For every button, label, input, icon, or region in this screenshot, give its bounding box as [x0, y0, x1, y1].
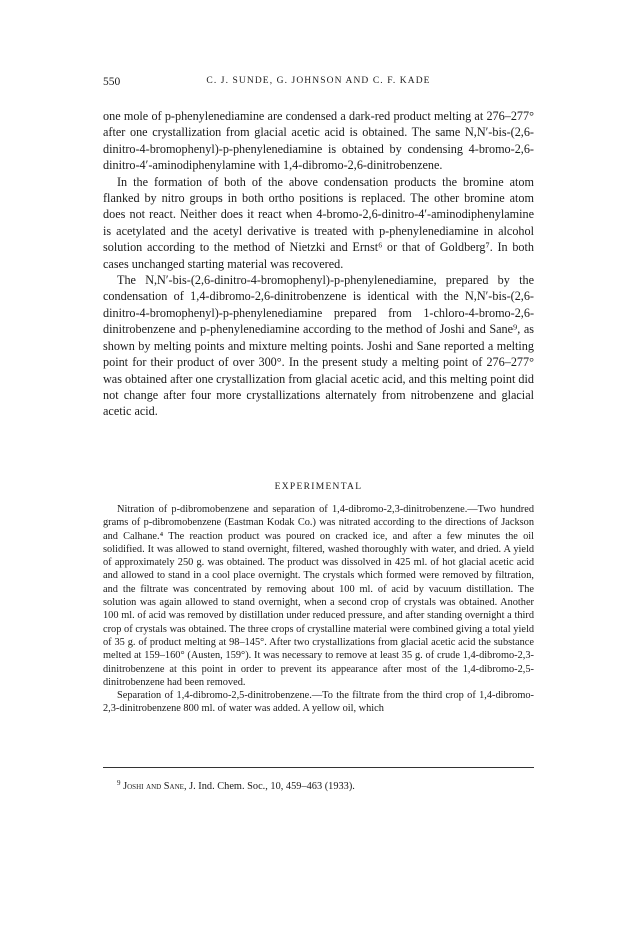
footnote: [103, 777, 534, 793]
experimental-paragraph: Separation of 1,4-dibromo-2,5-dinitrobenzene.—To the filtrate from the third crop of 1,4-dibromo-2,3-dinitrobenzene 800 ml. of water was added. A yellow oil, which: [103, 690, 534, 715]
footnote-authors: Joshi and Sane: [123, 781, 184, 792]
body-paragraph: one mole of p-phenylenediamine are condensed a dark-red product melting at 276–277° after one crystallization from glacial acetic acid is obtained. The same N,N′-bis-(2,6-dinitro-4-bromophenyl)-p-phenylenediamine is obtained by condensing 4-bromo-2,6-dinitro-4′-aminodiphenylamine with 1,4-dibromo-2,6-dinitrobenzene.: [103, 109, 534, 173]
experimental-paragraph: Nitration of p-dibromobenzene and separation of 1,4-dibromo-2,3-dinitrobenzene.—Two hundred grams of p-dibromobenzene (Eastman Kodak Co.) was nitrated according to the directions of Jackson and Calhane.⁴ The reaction product was poured on cracked ice, and after a few minutes the oil solidified. It was allowed to stand overnight, filtered, washed thoroughly with water, and dried. A yield of approximately 250 g. was obtained. The product was dissolved in 425 ml. of hot glacial acetic acid and allowed to stand in a cool place overnight. The crystals which formed were removed by filtration, and the filtrate was concentrated by removing about 100 ml. of acid by vacuum distillation. The solution was again allowed to stand overnight, when a second crop of crystals was obtained. Another 100 ml. of acid was removed by distillation under reduced pressure, and after standing overnight a third crop of crystals was obtained. The three crops of crystalline material were combined giving a total yield of 35 g. of product melting at 98–145°. After two crystallizations from glacial acetic acid the substance melted at 159–160° (Austen, 159°). It was necessary to remove at least 35 g. of crude 1,4-dibromo-2,3-dinitrobenzene at this point in order to prevent its appearance after most of the 1,4-dibromo-2,5-dinitrobenzene had been removed.: [103, 504, 534, 688]
running-head: C. J. SUNDE, G. JOHNSON AND C. F. KADE: [206, 76, 431, 86]
footnote-number: 9: [117, 779, 121, 787]
body-text: [103, 108, 534, 420]
experimental-text: [103, 503, 534, 716]
page-header: [103, 76, 534, 92]
body-paragraph: In the formation of both of the above condensation products the bromine atom flanked by nitro groups in both ortho positions is replaced. The other bromine atom does not react. Neither does it react when 4-bromo-2,6-dinitro-4′-aminodiphenylamine is acetylated and the acetyl derivative is treated with p-phenylenediamine in alcohol solution according to the method of Nietzki and Ernst⁶ or that of Goldberg⁷. In both cases unchanged starting material was recovered.: [103, 174, 534, 271]
section-heading-experimental: EXPERIMENTAL: [274, 482, 363, 492]
page-number: 550: [103, 76, 121, 88]
footnote-rule: [103, 767, 534, 768]
body-paragraph: The N,N′-bis-(2,6-dinitro-4-bromophenyl)-p-phenylenediamine, prepared by the condensation of 1,4-dibromo-2,6-dinitrobenzene is identical with the N,N′-bis-(2,6-dinitro-4-bromophenyl)-p-phenylenediamine prepared from 1-chloro-4-bromo-2,6-dinitrobenzene and p-phenylenediamine according to the method of Joshi and Sane⁹, as shown by melting points and mixture melting points. Joshi and Sane reported a melting point for their product of over 300°. In the present study a melting point of 276–277° was obtained after one crystallization from glacial acetic acid, and this melting point did not change after four more crystallizations alternately from nitrobenzene and glacial acetic acid.: [103, 273, 534, 419]
footnote-citation: , J. Ind. Chem. Soc., 10, 459–463 (1933).: [183, 781, 355, 792]
